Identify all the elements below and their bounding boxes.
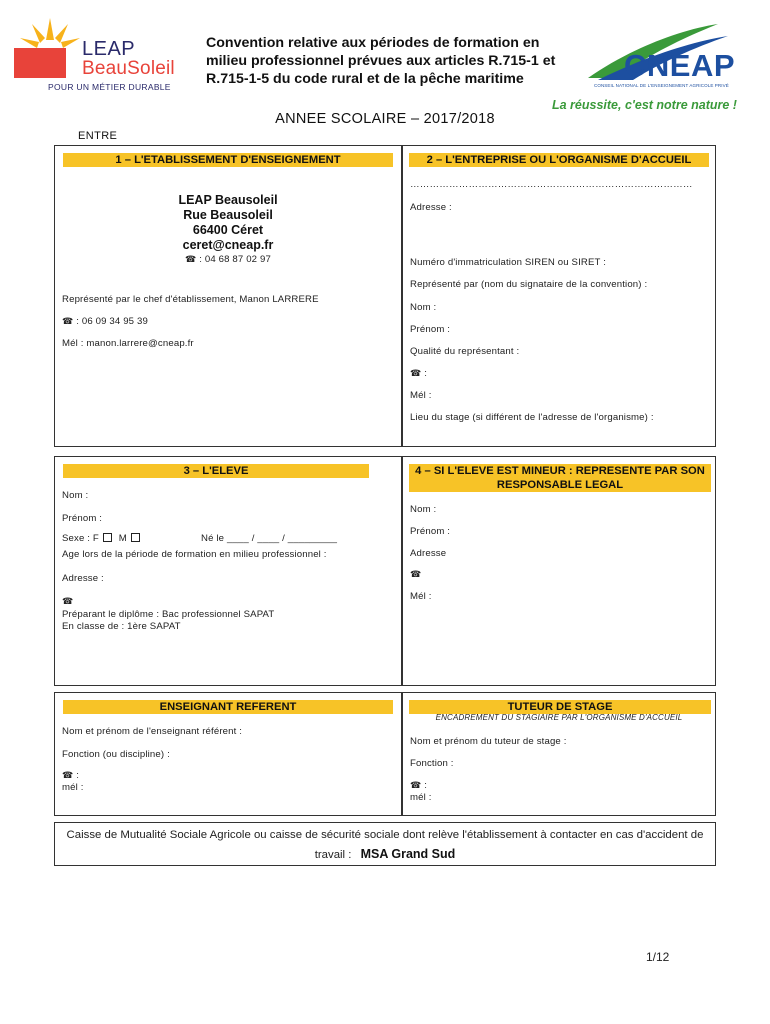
section-eleve (54, 456, 402, 686)
guardian-adresse: Adresse (410, 548, 447, 559)
guardian-phone (410, 569, 421, 580)
section-entreprise-title: 2 – L'ENTREPRISE OU L'ORGANISME D'ACCUEIL (409, 153, 709, 167)
representative-mail: Mél : manon.larrere@cneap.fr (62, 338, 194, 349)
phone-icon: ☎ (62, 317, 74, 327)
company-representative: Représenté par (nom du signataire de la convention) : (410, 279, 648, 290)
representative-phone: ☎ : 06 09 34 95 39 (62, 316, 148, 327)
teacher-nom: Nom et prénom de l'enseignant référent : (62, 726, 243, 737)
student-prenom: Prénom : (62, 513, 103, 524)
cneap-slogan: La réussite, c'est notre nature ! (552, 98, 737, 112)
phone-icon: ☎ (410, 369, 422, 379)
section-tuteur-title: TUTEUR DE STAGE (409, 700, 711, 714)
guardian-prenom: Prénom : (410, 526, 451, 537)
phone-icon: ☎ (62, 597, 74, 607)
msa-name: MSA Grand Sud (360, 847, 456, 861)
company-phone: ☎ : (410, 368, 428, 379)
cneap-name: CNEAP (624, 48, 736, 83)
leap-subname: BeauSoleil (82, 58, 175, 79)
company-lieu: Lieu du stage (si différent de l'adresse de l'organisme) : (410, 412, 654, 423)
phone-icon: ☎ (410, 570, 422, 580)
student-diplome: Préparant le diplôme : Bac professionnel SAPAT (62, 609, 275, 620)
entre-label: ENTRE (78, 130, 118, 142)
teacher-phone: ☎ : (62, 770, 80, 781)
company-rep-prenom: Prénom : (410, 324, 451, 335)
tutor-phone: ☎ : (410, 780, 428, 791)
section-enseignant (54, 692, 402, 816)
section-etablissement-title: 1 – L'ETABLISSEMENT D'ENSEIGNEMENT (63, 153, 393, 167)
msa-box (54, 822, 716, 866)
company-address: Adresse : (410, 202, 452, 213)
student-phone (62, 596, 73, 607)
msa-text: Caisse de Mutualité Sociale Agricole ou caisse de sécurité sociale dont relève l'établissement à contacter en cas d'accident de travail : (66, 829, 704, 861)
student-classe: En classe de : 1ère SAPAT (62, 621, 181, 632)
school-city: 66400 Céret (192, 223, 264, 237)
guardian-nom: Nom : (410, 504, 437, 515)
section-etablissement (54, 145, 402, 447)
section-entreprise (402, 145, 716, 447)
sun-icon (10, 10, 90, 85)
document-title: Convention relative aux périodes de formation en milieu professionnel prévues aux articles R.715-1 et R.715-1-5 du code rural et de la pêche maritime (206, 35, 556, 87)
company-rep-qualite: Qualité du représentant : (410, 346, 520, 357)
sexe-m-checkbox[interactable] (131, 533, 140, 542)
student-birthdate: Né le ____ / ____ / _________ (201, 533, 338, 544)
company-mail: Mél : (410, 390, 432, 401)
section-eleve-title: 3 – L'ELEVE (63, 464, 369, 478)
school-phone: ☎ : 04 68 87 02 97 (185, 254, 271, 265)
school-name: LEAP Beausoleil (178, 193, 278, 207)
school-representative: Représenté par le chef d'établissement, Manon LARRERE (62, 294, 319, 305)
leap-tagline: POUR UN MÉTIER DURABLE (48, 82, 171, 92)
student-nom: Nom : (62, 490, 89, 501)
student-age: Age lors de la période de formation en milieu professionnel : (62, 549, 327, 560)
cneap-subname: CONSEIL NATIONAL DE L'ENSEIGNEMENT AGRICOLE PRIVÉ (594, 83, 729, 88)
phone-icon: ☎ (62, 771, 74, 781)
school-year: ANNEE SCOLAIRE – 2017/2018 (275, 111, 495, 127)
student-adresse: Adresse : (62, 573, 104, 584)
cneap-logo (552, 20, 768, 115)
school-email: ceret@cneap.fr (182, 238, 274, 252)
section-tuteur-subtitle: ENCADREMENT DU STAGIAIRE PAR L'ORGANISME D'ACCUEIL (435, 713, 683, 722)
tutor-mail: mél : (410, 792, 432, 803)
tutor-fonction: Fonction : (410, 758, 454, 769)
guardian-mail: Mél : (410, 591, 432, 602)
teacher-mail: mél : (62, 782, 84, 793)
student-sexe: Sexe : F M (62, 533, 144, 544)
leap-name: LEAP (82, 38, 136, 60)
phone-icon: ☎ (185, 255, 197, 265)
company-siren: Numéro d'immatriculation SIREN ou SIRET : (410, 257, 607, 268)
phone-icon: ☎ (410, 781, 422, 791)
teacher-fonction: Fonction (ou discipline) : (62, 749, 170, 760)
company-rep-nom: Nom : (410, 302, 437, 313)
school-street: Rue Beausoleil (183, 208, 273, 222)
page-number: 1/12 (646, 950, 670, 964)
section-enseignant-title: ENSEIGNANT REFERENT (63, 700, 393, 714)
company-name-dots: …………………………………………………………………………… (410, 179, 693, 190)
sexe-f-checkbox[interactable] (103, 533, 112, 542)
section-tuteur (402, 692, 716, 816)
leap-logo (10, 10, 185, 95)
section-responsable-title: 4 – SI L'ELEVE EST MINEUR : REPRESENTE PAR SON RESPONSABLE LEGAL (409, 464, 711, 492)
tutor-nom: Nom et prénom du tuteur de stage : (410, 736, 567, 747)
section-responsable (402, 456, 716, 686)
